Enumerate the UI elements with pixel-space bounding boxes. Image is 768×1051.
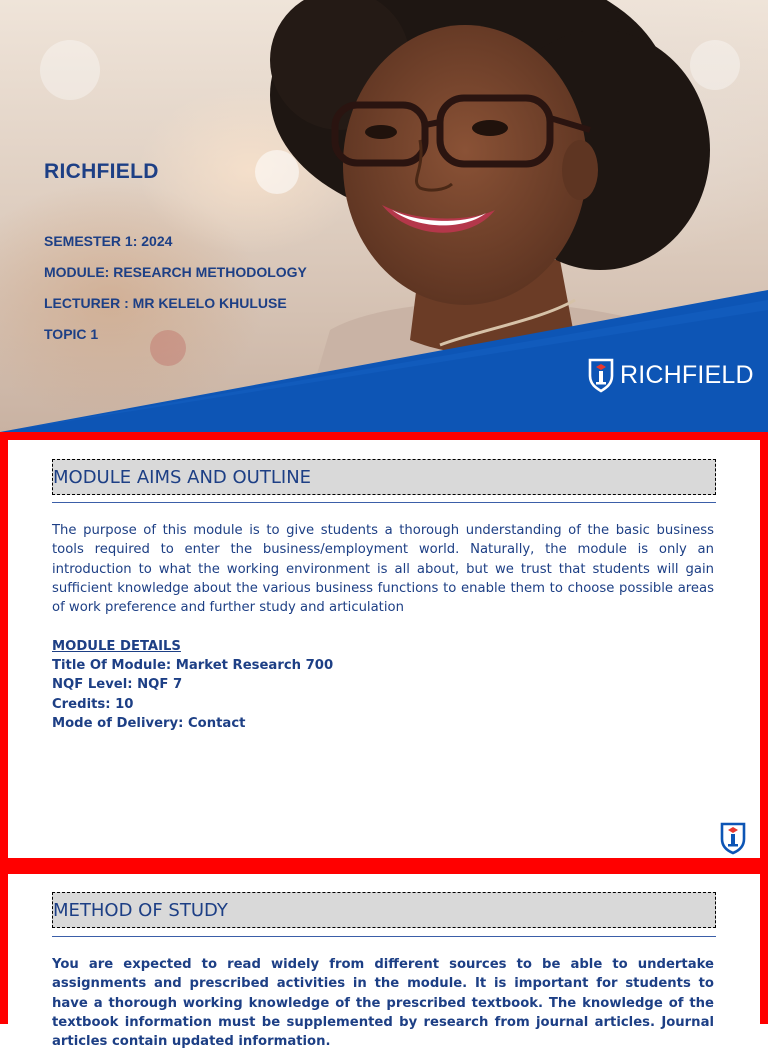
title-brand: RICHFIELD — [44, 160, 159, 183]
module-details — [52, 637, 333, 733]
module-label: MODULE: RESEARCH METHODOLOGY — [44, 264, 307, 280]
study-paragraph: You are expected to read widely from different sources to be able to undertake assignments and prescribed activities in the module. It is important for students to have a thorough working knowledge of the prescribed textbook. The knowledge of the textbook information must be supplemented by research from journal articles. Journal articles contain updated information. — [52, 957, 714, 1050]
heading-underline — [52, 936, 716, 937]
shield-icon — [720, 822, 746, 854]
detail-title: Title Of Module: Market Research 700 — [52, 658, 334, 674]
study-heading-box — [52, 892, 716, 928]
aims-heading-box — [52, 459, 716, 495]
detail-nqf-level: NQF Level: NQF 7 — [52, 677, 183, 693]
lecturer-label: LECTURER : MR KELELO KHULUSE — [44, 295, 287, 311]
study-slide-frame — [0, 866, 768, 1050]
richfield-logo — [588, 358, 754, 392]
aims-paragraph: The purpose of this module is to give students a thorough understanding of the basic business tools required to enter the business/employment world. Naturally, the module is only an introduction to what the working environment is all about, but we trust that students will gain sufficient knowledge about the various business functions to enable them to choose possible areas of work preference and further study and articulation — [52, 523, 714, 616]
detail-credits: Credits: 10 — [52, 696, 134, 712]
title-slide — [0, 0, 768, 432]
shield-icon — [588, 358, 614, 392]
semester-label: SEMESTER 1: 2024 — [44, 233, 173, 249]
module-details-heading: MODULE DETAILS — [52, 639, 181, 654]
aims-slide-frame — [0, 432, 768, 866]
logo-wordmark: RICHFIELD — [620, 360, 754, 389]
heading-underline — [52, 502, 716, 503]
topic-label: TOPIC 1 — [44, 326, 99, 342]
aims-slide — [8, 440, 760, 858]
study-slide — [8, 874, 760, 1050]
detail-delivery-mode: Mode of Delivery: Contact — [52, 715, 246, 731]
study-heading: METHOD OF STUDY — [53, 899, 228, 921]
aims-heading: MODULE AIMS AND OUTLINE — [53, 466, 312, 488]
